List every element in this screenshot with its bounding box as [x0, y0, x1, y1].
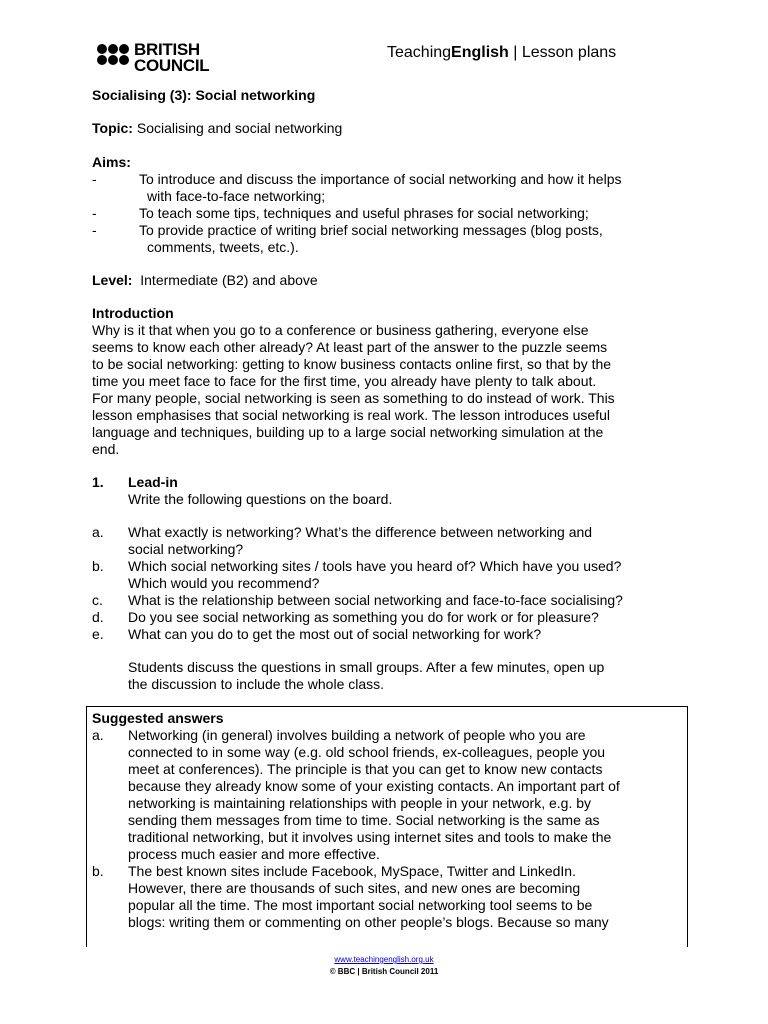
introduction-line: seems to know each other already? At least part of the answer to the puzzle seems	[92, 339, 608, 355]
answer-line: traditional networking, but it involves using internet sites and tools to make the	[128, 829, 612, 845]
aims-item-line: comments, tweets, etc.).	[147, 239, 299, 255]
follow-up-line: Students discuss the questions in small groups. After a few minutes, open up	[128, 659, 605, 675]
page-title: Socialising (3): Social networking	[92, 87, 316, 103]
answer-marker: a.	[92, 727, 104, 743]
question-marker: b.	[92, 558, 104, 574]
answer-line: The best known sites include Facebook, MySpace, Twitter and LinkedIn.	[128, 863, 576, 879]
introduction-line: language and techniques, building up to a large social networking simulation at the	[92, 424, 604, 440]
question-line: What is the relationship between social networking and face-to-face socialising?	[128, 592, 623, 608]
introduction-line: Why is it that when you go to a conference or business gathering, everyone else	[92, 322, 589, 338]
answer-line: blogs: writing them or commenting on other people’s blogs. Because so many	[128, 914, 609, 930]
aims-item-line: To teach some tips, techniques and useful phrases for social networking;	[139, 205, 589, 221]
answer-line: because they already know some of your existing contacts. An important part of	[128, 778, 620, 794]
question-line: Which social networking sites / tools have you heard of? Which have you used?	[128, 558, 622, 574]
introduction-line: to be social networking: getting to know business contacts online first, so that by the	[92, 356, 612, 372]
level-line: Level: Intermediate (B2) and above	[92, 272, 318, 288]
answer-line: sending them messages from time to time. Social networking is the same as	[128, 812, 600, 828]
question-marker: c.	[92, 592, 103, 608]
logo-dots-icon	[97, 44, 131, 74]
aims-bullet: -	[92, 171, 97, 187]
introduction-line: For many people, social networking is seen as something to do instead of work. This	[92, 390, 615, 406]
answer-line: process much easier and more effective.	[128, 846, 380, 862]
question-line: What can you do to get the most out of social networking for work?	[128, 626, 542, 642]
answer-marker: b.	[92, 863, 104, 879]
follow-up-line: the discussion to include the whole class.	[128, 676, 385, 692]
question-marker: a.	[92, 524, 104, 540]
suggested-answers-heading: Suggested answers	[92, 710, 224, 726]
answer-line: However, there are thousands of such sites, and new ones are becoming	[128, 880, 581, 896]
question-line: social networking?	[128, 541, 244, 557]
answer-line: connected to in some way (e.g. old school friends, ex-colleagues, people you	[128, 744, 606, 760]
answer-line: meet at conferences). The principle is that you can get to know new contacts	[128, 761, 603, 777]
aims-item-line: To introduce and discuss the importance of social networking and how it helps	[139, 171, 622, 187]
lead-in-heading: Lead-in	[128, 474, 178, 490]
aims-item-line: To provide practice of writing brief social networking messages (blog posts,	[139, 222, 603, 238]
logo-text: BRITISH COUNCIL	[134, 40, 210, 75]
introduction-line: time you meet face to face for the first time, you already have plenty to talk about.	[92, 373, 597, 389]
aims-item-line: with face-to-face networking;	[147, 188, 326, 204]
footer-link[interactable]: www.teachingenglish.org.uk	[334, 955, 434, 964]
answer-line: Networking (in general) involves building a network of people who you are	[128, 727, 586, 743]
question-line: Do you see social networking as something you do for work or for pleasure?	[128, 609, 599, 625]
topic-line: Topic: Socialising and social networking	[92, 120, 343, 136]
question-line: Which would you recommend?	[128, 575, 320, 591]
answer-line: networking is maintaining relationships with people in your network, e.g. by	[128, 795, 592, 811]
question-marker: d.	[92, 609, 104, 625]
question-line: What exactly is networking? What’s the difference between networking and	[128, 524, 593, 540]
aims-bullet: -	[92, 222, 97, 238]
answer-line: popular all the time. The most important social networking tool seems to be	[128, 897, 593, 913]
aims-heading: Aims:	[92, 154, 131, 170]
aims-bullet: -	[92, 205, 97, 221]
section-number: 1.	[92, 474, 104, 490]
footer-copyright: © BBC | British Council 2011	[329, 967, 439, 976]
introduction-line: end.	[92, 441, 120, 457]
introduction-heading: Introduction	[92, 305, 174, 321]
lead-in-instruction: Write the following questions on the board.	[128, 491, 393, 507]
question-marker: e.	[92, 626, 104, 642]
header-brand: TeachingEnglish | Lesson plans	[387, 44, 617, 61]
british-council-logo	[97, 42, 217, 76]
introduction-line: lesson emphasises that social networking is real work. The lesson introduces useful	[92, 407, 610, 423]
